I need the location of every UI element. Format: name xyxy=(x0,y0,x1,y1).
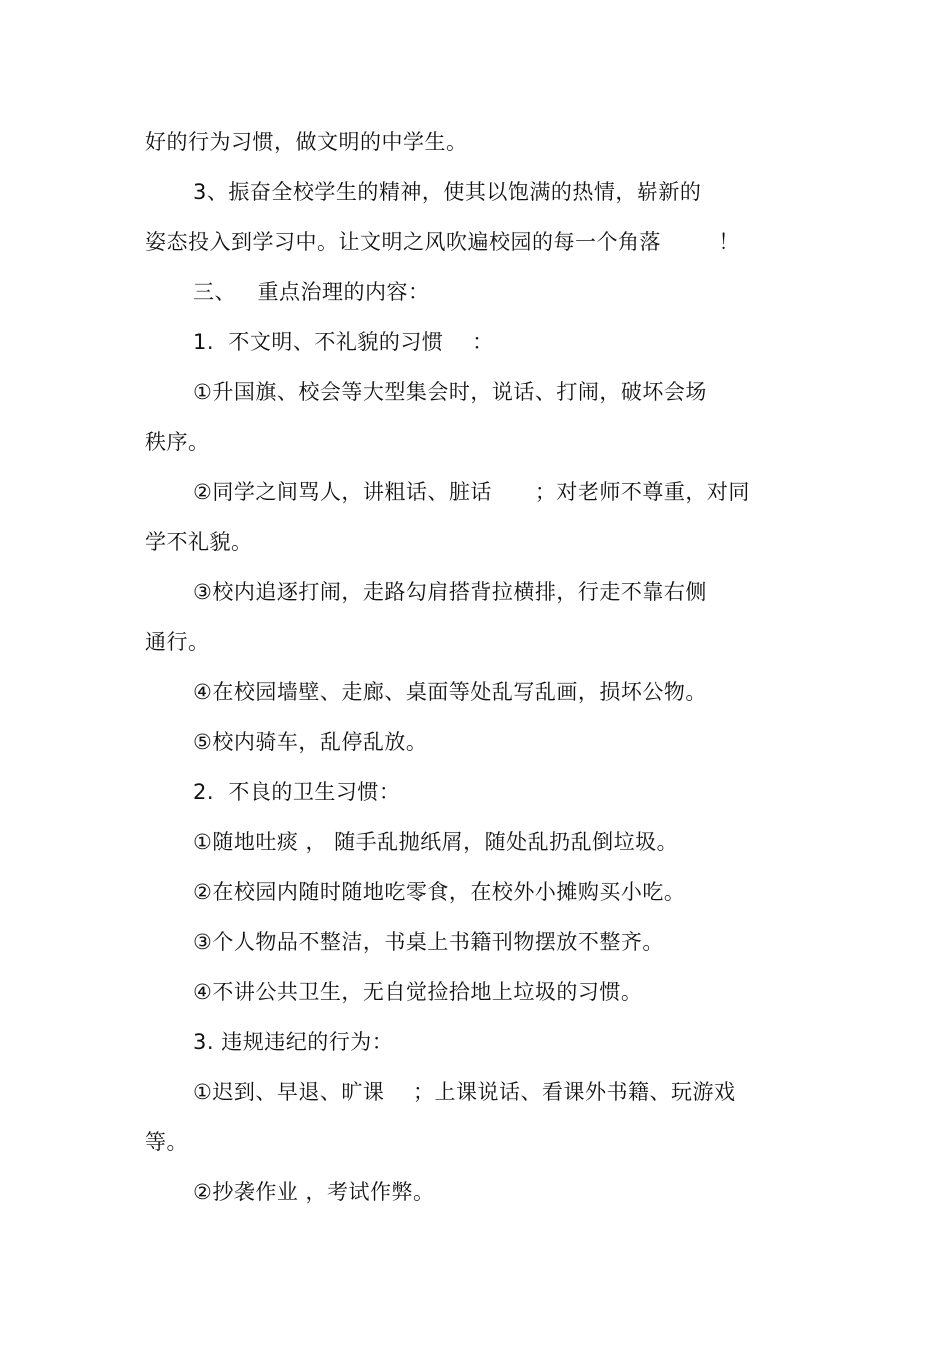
section-heading: 三、 重点治理的内容： xyxy=(193,280,430,304)
list-item: ①随地吐痰 ， 随手乱抛纸屑，随处乱扔乱倒垃圾。 xyxy=(193,830,679,854)
list-item: ⑤校内骑车，乱停乱放。 xyxy=(193,730,428,754)
list-item: ②同学之间骂人，讲粗话、脏话 ；对老师不尊重，对同 xyxy=(193,480,750,504)
text-line-2: 3、振奋全校学生的精神，使其以饱满的热情，崭新的 xyxy=(193,180,702,204)
list-item-continuation: 秩序。 xyxy=(145,430,210,454)
subheading-1: 1. 不文明、不礼貌的习惯 ： xyxy=(193,330,494,354)
list-item: ④不讲公共卫生，无自觉捡拾地上垃圾的习惯。 xyxy=(193,980,643,1004)
list-item: ②抄袭作业 ，考试作弊。 xyxy=(193,1180,435,1204)
list-item-continuation: 通行。 xyxy=(145,630,210,654)
subheading-3: 3. 违规违纪的行为： xyxy=(193,1030,394,1054)
list-item: ④在校园墙壁、走廊、桌面等处乱写乱画，损坏公物。 xyxy=(193,680,707,704)
list-item: ①升国旗、校会等大型集会时，说话、打闹，破坏会场 xyxy=(193,380,707,404)
list-item: ②在校园内随时随地吃零食，在校外小摊购买小吃。 xyxy=(193,880,686,904)
list-item: ①迟到、早退、旷课 ；上课说话、看课外书籍、玩游戏 xyxy=(193,1080,736,1104)
text-line-1: 好的行为习惯，做文明的中学生。 xyxy=(145,130,468,154)
list-item-continuation: 学不礼貌。 xyxy=(145,530,253,554)
text-line-3: 姿态投入到学习中。让文明之风吹遍校园的每一个角落 ！ xyxy=(145,230,740,254)
list-item-continuation: 等。 xyxy=(145,1130,188,1154)
list-item: ③校内追逐打闹，走路勾肩搭背拉横排，行走不靠右侧 xyxy=(193,580,707,604)
list-item: ③个人物品不整洁，书桌上书籍刊物摆放不整齐。 xyxy=(193,930,664,954)
subheading-2: 2. 不良的卫生习惯： xyxy=(193,780,401,804)
